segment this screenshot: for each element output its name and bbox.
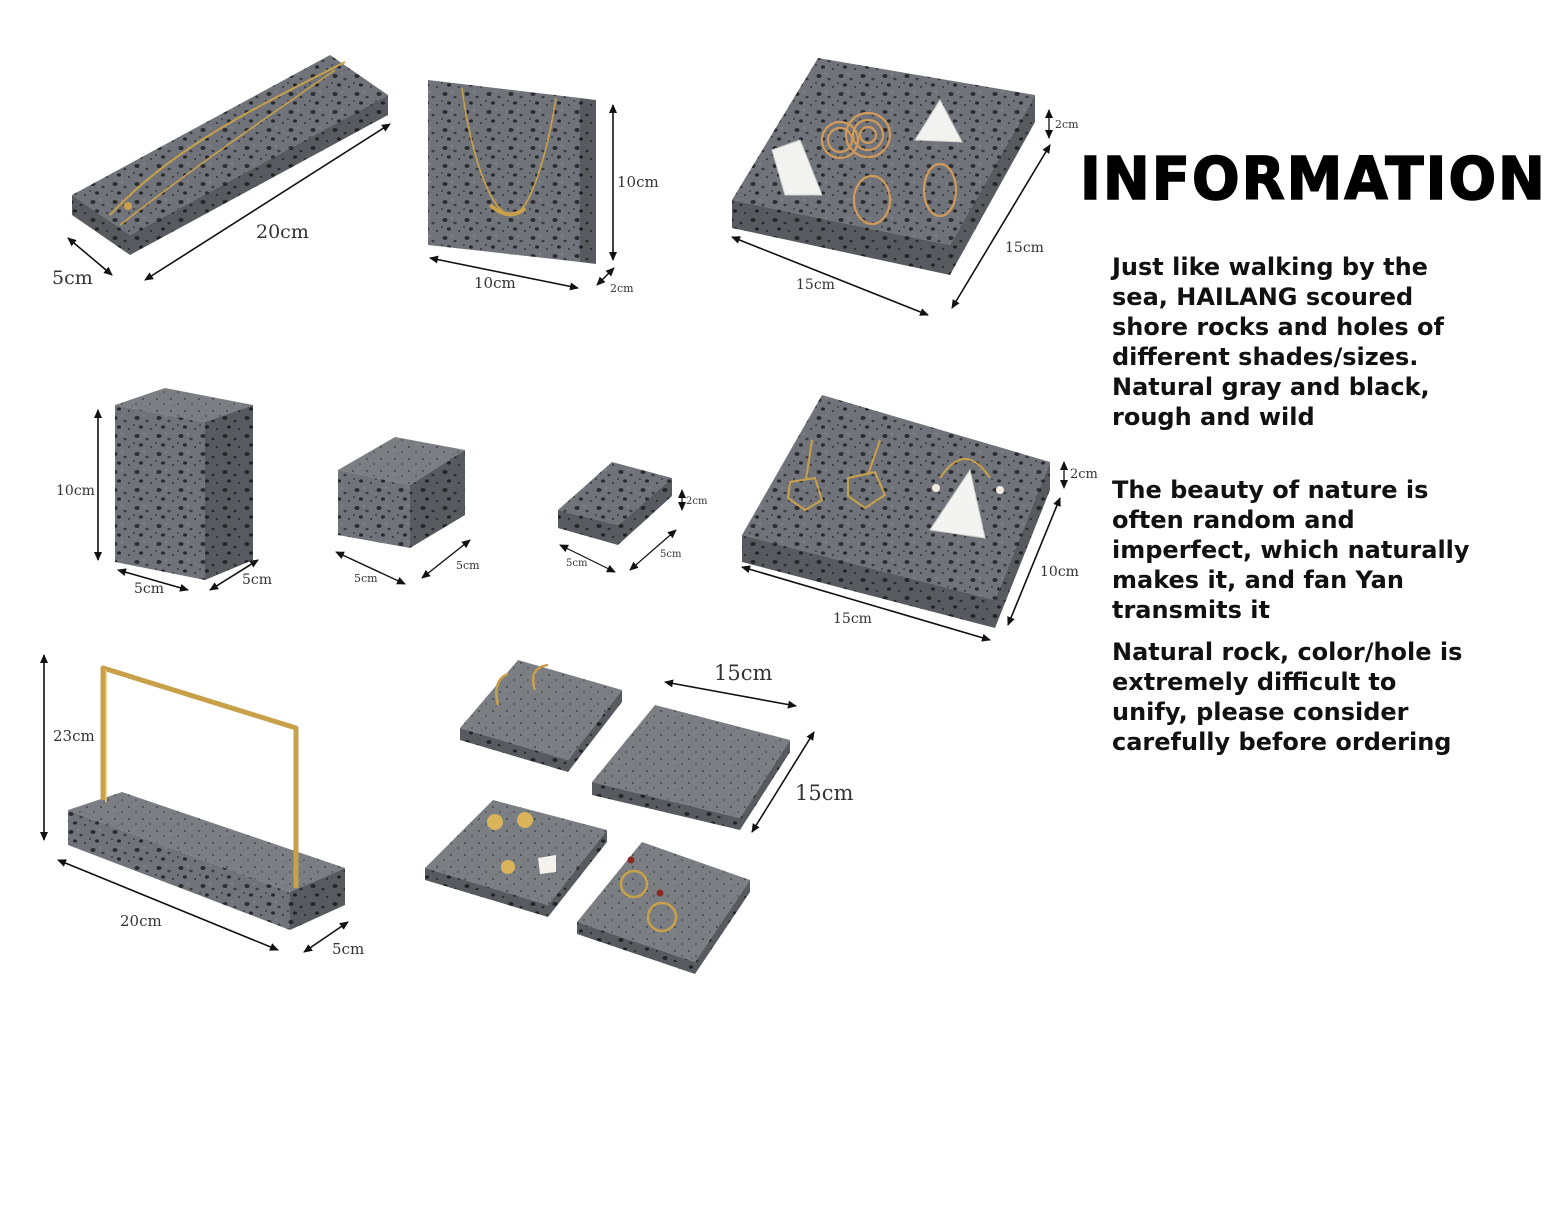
dim-label: 23cm <box>53 727 95 745</box>
dim-label: 5cm <box>52 267 93 289</box>
dim-label: 5cm <box>456 559 480 572</box>
dim-label: 2cm <box>610 282 634 295</box>
dim-label: 15cm <box>796 277 835 293</box>
cube <box>336 437 480 585</box>
dim-label: 5cm <box>660 549 682 560</box>
info-paragraph-3: Natural rock, color/hole is extremely difficult to unify, please consider carefully before ordering <box>1112 638 1463 756</box>
dim-label: 10cm <box>474 274 516 292</box>
dim-label: 15cm <box>714 661 773 685</box>
dim-label: 5cm <box>242 572 273 588</box>
earring-tray-large <box>732 58 1079 315</box>
dim-label: 2cm <box>686 496 708 507</box>
info-paragraph-2: The beauty of nature is often random and imperfect, which naturally makes it, and fan Yan transmits it <box>1112 476 1470 624</box>
dim-label: 5cm <box>354 572 378 585</box>
small-tile <box>558 462 708 572</box>
dim-label: 10cm <box>617 173 659 191</box>
tall-block <box>56 388 272 597</box>
dim-label: 5cm <box>134 581 165 597</box>
earring-tray-rect <box>742 395 1098 640</box>
dim-label: 5cm <box>566 558 588 569</box>
hanger-stand <box>44 655 364 958</box>
dim-label: 20cm <box>256 221 309 243</box>
dim-label: 10cm <box>1040 564 1079 580</box>
dim-label: 2cm <box>1070 467 1098 482</box>
dim-label: 15cm <box>795 781 854 805</box>
dim-label: 10cm <box>56 483 95 499</box>
dim-label: 20cm <box>120 912 162 930</box>
dim-label: 15cm <box>833 611 872 627</box>
dim-label: 5cm <box>332 940 365 958</box>
dim-label: 15cm <box>1005 240 1044 256</box>
dim-label: 2cm <box>1055 118 1079 131</box>
info-paragraph-1: Just like walking by the sea, HAILANG scoured shore rocks and holes of different shades/sizes. Natural gray and black, rough and wild <box>1112 253 1444 431</box>
necklace-board <box>428 80 659 295</box>
necklace-bar <box>52 55 390 289</box>
step-trays <box>425 660 853 974</box>
information-heading: INFORMATION <box>1080 145 1547 214</box>
